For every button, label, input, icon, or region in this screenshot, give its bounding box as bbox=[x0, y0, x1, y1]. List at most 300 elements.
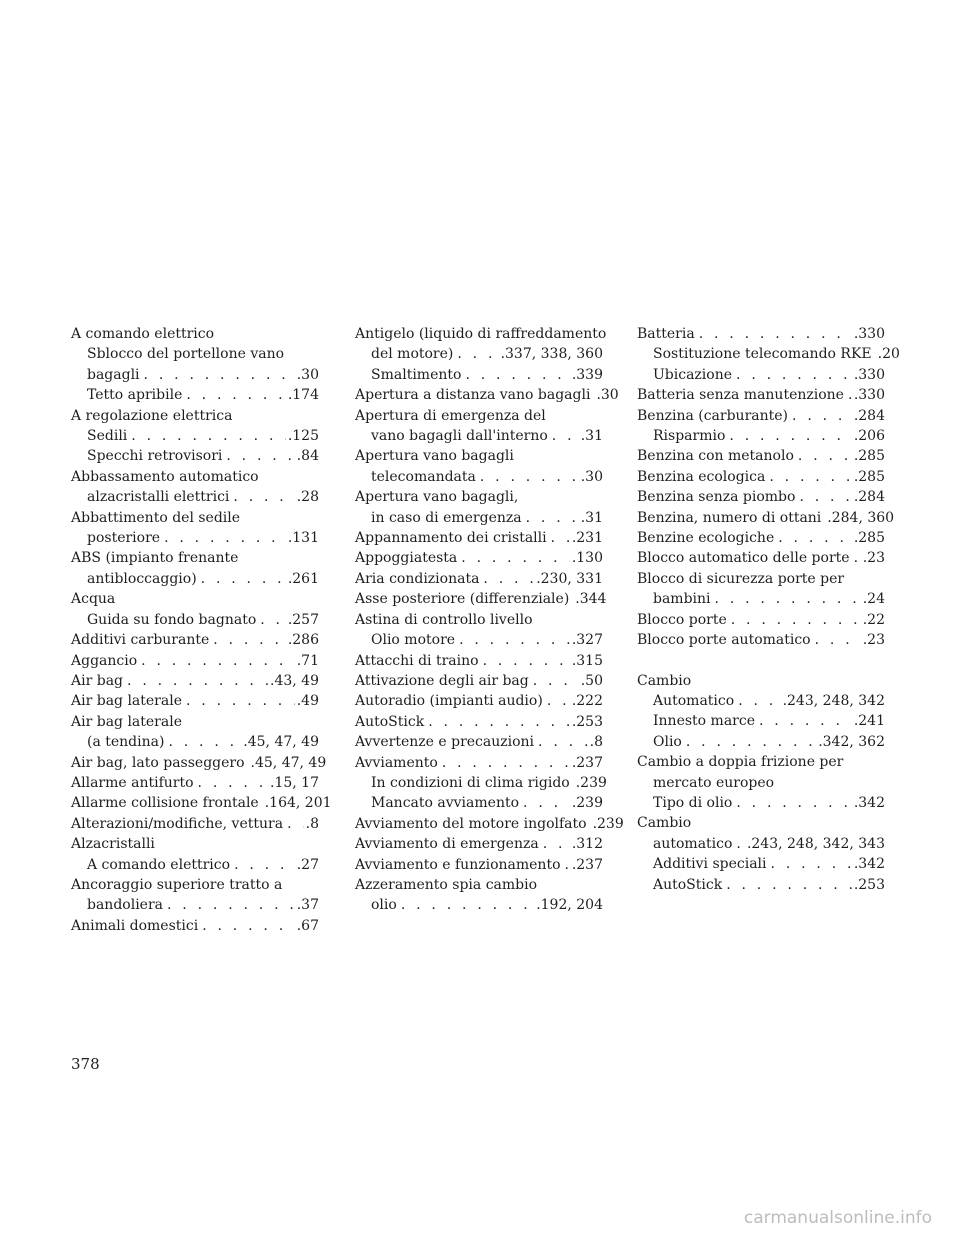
dot-leader bbox=[480, 467, 579, 487]
index-column-2 bbox=[355, 324, 624, 916]
index-entry-label: Benzina (carburante) bbox=[637, 407, 789, 424]
index-entry-label: Alterazioni/modifiche, vettura bbox=[71, 815, 284, 832]
dot-leader bbox=[213, 630, 286, 650]
index-entry bbox=[355, 385, 619, 405]
index-entry-pages: .239 bbox=[575, 774, 607, 791]
dot-leader bbox=[699, 324, 852, 344]
dot-leader bbox=[686, 732, 816, 752]
index-entry-label: AutoStick bbox=[653, 876, 723, 893]
index-entry-label: Acqua bbox=[71, 591, 116, 608]
index-entry-pages: .8 bbox=[305, 815, 319, 832]
dot-leader bbox=[202, 916, 295, 936]
page-number: 378 bbox=[71, 1055, 100, 1073]
dot-leader bbox=[815, 630, 861, 650]
index-entry-label: Azzeramento spia cambio bbox=[355, 876, 538, 893]
dot-leader bbox=[260, 610, 286, 630]
index-entry-pages: .131 bbox=[287, 530, 319, 547]
index-entry bbox=[355, 508, 603, 528]
index-entry-label: Astina di controllo livello bbox=[355, 611, 533, 628]
index-entry bbox=[355, 528, 603, 548]
index-entry bbox=[637, 548, 885, 568]
index-entry bbox=[637, 630, 885, 650]
index-entry-label: mercato europeo bbox=[653, 774, 775, 791]
index-entry-label: posteriore bbox=[87, 530, 161, 547]
index-entry bbox=[71, 834, 319, 854]
dot-leader bbox=[457, 344, 498, 364]
index-entry-pages: .330 bbox=[853, 366, 885, 383]
index-entry bbox=[355, 589, 607, 609]
index-section-gap bbox=[637, 651, 885, 671]
index-entry-label: Alzacristalli bbox=[71, 836, 155, 853]
dot-leader bbox=[792, 406, 852, 426]
index-entry-pages: .330 bbox=[853, 387, 885, 404]
index-entry bbox=[355, 773, 607, 793]
index-entry-pages: .315 bbox=[571, 652, 603, 669]
index-entry-label: Olio bbox=[653, 733, 682, 750]
index-entry-pages: .285 bbox=[853, 448, 885, 465]
index-entry-pages: .284 bbox=[853, 489, 885, 506]
index-entry-pages: .22 bbox=[862, 611, 885, 628]
dot-leader bbox=[715, 589, 861, 609]
index-entry bbox=[637, 406, 885, 426]
index-entry-pages: .342 bbox=[853, 856, 885, 873]
index-entry-pages: .286 bbox=[287, 632, 319, 649]
dot-leader bbox=[131, 426, 286, 446]
index-entry-pages: .67 bbox=[296, 917, 319, 934]
dot-leader bbox=[547, 691, 570, 711]
index-entry-pages: .45, 47, 49 bbox=[243, 734, 319, 751]
index-entry-pages: .327 bbox=[571, 632, 603, 649]
index-entry bbox=[71, 814, 319, 834]
index-entry bbox=[355, 324, 607, 344]
index-entry-label: Aggancio bbox=[71, 652, 138, 669]
index-entry-pages: .164, 201 bbox=[264, 795, 332, 812]
dot-leader bbox=[769, 467, 851, 487]
index-entry-label: automatico bbox=[653, 835, 733, 852]
index-entry-label: Benzine ecologiche bbox=[637, 530, 775, 547]
index-entry-pages: .237 bbox=[571, 754, 603, 771]
index-entry-label: Allarme antifurto bbox=[71, 774, 194, 791]
index-entry-label: Blocco di sicurezza porte per bbox=[637, 570, 845, 587]
index-entry-pages: .125 bbox=[287, 428, 319, 445]
index-entry-pages: .237 bbox=[571, 856, 603, 873]
index-entry-pages: .257 bbox=[287, 611, 319, 628]
dot-leader bbox=[798, 446, 852, 466]
index-entry-pages: .8 bbox=[589, 734, 603, 751]
index-entry bbox=[71, 712, 319, 732]
index-entry bbox=[355, 732, 603, 752]
index-entry bbox=[71, 446, 319, 466]
index-entry-label: Air bag bbox=[71, 672, 124, 689]
index-entry-pages: .222 bbox=[571, 693, 603, 710]
index-entry bbox=[637, 813, 885, 833]
index-entry bbox=[71, 406, 319, 426]
index-entry-label: Attivazione degli air bag bbox=[355, 672, 529, 689]
index-entry-pages: .30 bbox=[580, 468, 603, 485]
index-entry-pages: .231 bbox=[571, 530, 603, 547]
index-entry bbox=[355, 487, 603, 507]
index-entry-label: Automatico bbox=[653, 692, 735, 709]
index-entry-pages: .239 bbox=[592, 815, 624, 832]
index-entry-label: Smaltimento bbox=[371, 366, 462, 383]
index-entry bbox=[637, 385, 885, 405]
index-entry-pages: .337, 338, 360 bbox=[500, 346, 603, 363]
index-entry bbox=[355, 569, 603, 589]
index-entry-label: In condizioni di clima rigido bbox=[371, 774, 570, 791]
index-entry-label: Sostituzione telecomando RKE bbox=[653, 346, 872, 363]
index-entry bbox=[637, 773, 885, 793]
index-entry bbox=[637, 834, 885, 854]
index-entry-label: Benzina, numero di ottani bbox=[637, 509, 822, 526]
dot-leader bbox=[736, 834, 745, 854]
index-entry bbox=[637, 691, 885, 711]
index-entry bbox=[71, 651, 319, 671]
index-entry-label: Cambio bbox=[637, 815, 692, 832]
dot-leader bbox=[144, 365, 295, 385]
index-entry bbox=[355, 855, 603, 875]
index-entry-label: Ubicazione bbox=[653, 366, 733, 383]
index-entry bbox=[355, 548, 603, 568]
index-entry-pages: .312 bbox=[571, 836, 603, 853]
index-entry-label: telecomandata bbox=[371, 468, 476, 485]
dot-leader bbox=[442, 753, 570, 773]
index-entry-label: Cambio a doppia frizione per bbox=[637, 754, 844, 771]
index-entry-pages: .31 bbox=[580, 509, 603, 526]
index-entry bbox=[355, 365, 603, 385]
index-entry-label: Tetto apribile bbox=[87, 387, 183, 404]
index-entry bbox=[355, 651, 603, 671]
index-entry bbox=[637, 487, 885, 507]
index-entry-pages: .15, 17 bbox=[270, 774, 319, 791]
index-entry bbox=[355, 406, 603, 426]
index-entry-label: Tipo di olio bbox=[653, 794, 733, 811]
index-entry-label: Air bag laterale bbox=[71, 693, 182, 710]
dot-leader bbox=[465, 365, 569, 385]
index-entry-label: Avvertenze e precauzioni bbox=[355, 734, 535, 751]
index-entry-label: Batteria bbox=[637, 326, 695, 342]
dot-leader bbox=[127, 671, 268, 691]
index-entry-label: Additivi carburante bbox=[71, 632, 210, 649]
index-entry bbox=[71, 589, 319, 609]
index-entry bbox=[71, 528, 319, 548]
index-entry-label: Cambio bbox=[637, 672, 692, 689]
index-entry bbox=[355, 691, 603, 711]
dot-leader bbox=[543, 834, 570, 854]
index-entry-label: Blocco porte bbox=[637, 611, 727, 628]
index-entry-label: bandoliera bbox=[87, 897, 163, 914]
index-entry bbox=[637, 365, 885, 385]
index-entry bbox=[637, 711, 885, 731]
index-entry-label: Batteria senza manutenzione bbox=[637, 387, 844, 404]
dot-leader bbox=[523, 793, 570, 813]
index-entry bbox=[71, 875, 319, 895]
index-entry-pages: .20 bbox=[877, 346, 900, 363]
index-entry bbox=[71, 773, 319, 793]
index-entry-pages: .285 bbox=[853, 468, 885, 485]
index-entry-label: Risparmio bbox=[653, 428, 726, 445]
index-entry-label: alzacristalli elettrici bbox=[87, 489, 230, 506]
dot-leader bbox=[428, 712, 570, 732]
index-entry-label: Autoradio (impianti audio) bbox=[355, 693, 543, 710]
index-entry-label: Blocco porte automatico bbox=[637, 632, 811, 649]
index-entry bbox=[355, 446, 603, 466]
index-entry bbox=[637, 344, 900, 364]
index-entry-label: del motore) bbox=[371, 346, 454, 363]
index-entry-label: Animali domestici bbox=[71, 917, 199, 934]
index-entry-label: Ancoraggio superiore tratto a bbox=[71, 876, 283, 893]
dot-leader bbox=[854, 548, 861, 568]
dot-leader bbox=[201, 569, 286, 589]
index-entry bbox=[637, 467, 885, 487]
index-entry-pages: .241 bbox=[853, 713, 885, 730]
index-entry bbox=[71, 793, 332, 813]
index-entry-label: Specchi retrovisori bbox=[87, 448, 223, 465]
index-entry bbox=[71, 467, 319, 487]
index-entry-label: Apertura vano bagagli bbox=[355, 448, 514, 465]
dot-leader bbox=[759, 711, 852, 731]
dot-leader bbox=[526, 508, 579, 528]
index-entry-label: Benzina con metanolo bbox=[637, 448, 794, 465]
index-entry-label: (a tendina) bbox=[87, 734, 165, 751]
index-entry bbox=[637, 508, 895, 528]
index-entry bbox=[637, 671, 885, 691]
index-entry-pages: .261 bbox=[287, 570, 319, 587]
index-entry bbox=[71, 855, 319, 875]
index-entry-pages: .27 bbox=[296, 856, 319, 873]
index-entry bbox=[637, 589, 885, 609]
index-entry bbox=[71, 569, 319, 589]
index-entry-pages: .342, 362 bbox=[818, 733, 885, 750]
dot-leader bbox=[552, 426, 579, 446]
dot-leader bbox=[778, 528, 852, 548]
index-entry-pages: .239 bbox=[571, 795, 603, 812]
index-entry bbox=[71, 732, 319, 752]
index-entry bbox=[637, 446, 885, 466]
index-entry bbox=[71, 365, 319, 385]
index-entry-label: Apertura vano bagagli, bbox=[355, 489, 519, 506]
index-entry bbox=[71, 426, 319, 446]
index-entry bbox=[71, 753, 327, 773]
index-entry-label: Avviamento bbox=[355, 754, 438, 771]
index-entry-label: Avviamento del motore ingolfato bbox=[355, 815, 587, 832]
index-entry-label: Antigelo (liquido di raffreddamento bbox=[355, 326, 607, 342]
dot-leader bbox=[234, 855, 295, 875]
dot-leader bbox=[233, 487, 294, 507]
dot-leader bbox=[164, 528, 286, 548]
index-entry-label: Allarme collisione frontale bbox=[71, 795, 259, 812]
dot-leader bbox=[186, 385, 285, 405]
index-entry-label: antibloccaggio) bbox=[87, 570, 197, 587]
dot-leader bbox=[729, 426, 851, 446]
index-entry-label: ABS (impianto frenante bbox=[71, 550, 239, 567]
index-entry bbox=[637, 752, 885, 772]
index-entry bbox=[637, 569, 885, 589]
index-entry-pages: .339 bbox=[571, 366, 603, 383]
index-entry-pages: .285 bbox=[853, 530, 885, 547]
index-entry bbox=[355, 467, 603, 487]
index-entry bbox=[637, 610, 885, 630]
index-entry-label: olio bbox=[371, 897, 397, 914]
dot-leader bbox=[483, 569, 534, 589]
index-entry-label: Apertura a distanza vano bagagli bbox=[355, 387, 591, 404]
dot-leader bbox=[726, 875, 852, 895]
index-entry-pages: .284, 360 bbox=[827, 509, 895, 526]
dot-leader bbox=[731, 610, 861, 630]
index-entry bbox=[71, 671, 319, 691]
index-entry-pages: .84 bbox=[296, 448, 319, 465]
index-entry bbox=[355, 344, 603, 364]
index-entry-pages: .192, 204 bbox=[536, 897, 603, 914]
index-entry bbox=[71, 508, 319, 528]
index-column-1 bbox=[71, 324, 332, 936]
index-entry-label: AutoStick bbox=[355, 713, 425, 730]
index-entry-label: A regolazione elettrica bbox=[71, 407, 233, 424]
index-entry-label: Sblocco del portellone vano bbox=[87, 346, 285, 363]
index-entry bbox=[355, 753, 603, 773]
index-entry bbox=[637, 875, 885, 895]
dot-leader bbox=[198, 773, 268, 793]
index-entry-label: bambini bbox=[653, 591, 711, 608]
dot-leader bbox=[287, 814, 304, 834]
index-entry-pages: .71 bbox=[296, 652, 319, 669]
index-entry-label: Benzina senza piombo bbox=[637, 489, 796, 506]
index-entry-label: Air bag laterale bbox=[71, 713, 182, 730]
index-entry-label: Appannamento dei cristalli bbox=[355, 530, 547, 547]
index-entry-label: Air bag, lato passeggero bbox=[71, 754, 245, 771]
index-entry bbox=[637, 426, 885, 446]
index-entry-pages: .330 bbox=[853, 326, 885, 342]
index-entry bbox=[355, 630, 603, 650]
index-entry bbox=[355, 814, 624, 834]
index-entry-pages: .31 bbox=[580, 428, 603, 445]
dot-leader bbox=[167, 895, 295, 915]
index-entry bbox=[355, 671, 603, 691]
index-entry-label: Benzina ecologica bbox=[637, 468, 766, 485]
index-entry-label: Asse posteriore (differenziale) bbox=[355, 591, 570, 608]
index-entry-label: Appoggiatesta bbox=[355, 550, 458, 567]
index-entry bbox=[637, 732, 885, 752]
index-entry bbox=[355, 834, 603, 854]
dot-leader bbox=[459, 630, 570, 650]
index-entry bbox=[355, 610, 603, 630]
index-entry-label: Sedili bbox=[87, 428, 128, 445]
index-entry bbox=[71, 895, 319, 915]
index-entry-pages: .30 bbox=[596, 387, 619, 404]
index-entry-label: Aria condizionata bbox=[355, 570, 480, 587]
index-entry-pages: .206 bbox=[853, 428, 885, 445]
dot-leader bbox=[538, 732, 588, 752]
index-entry bbox=[355, 426, 603, 446]
dot-leader bbox=[168, 732, 241, 752]
index-entry bbox=[355, 712, 603, 732]
index-entry-pages: .24 bbox=[862, 591, 885, 608]
index-entry-pages: .28 bbox=[296, 489, 319, 506]
index-entry-label: Olio motore bbox=[371, 632, 456, 649]
index-column-3 bbox=[637, 324, 900, 895]
index-entry-pages: .230, 331 bbox=[536, 570, 603, 587]
index-entry-pages: .23 bbox=[862, 632, 885, 649]
index-entry bbox=[71, 610, 319, 630]
index-entry bbox=[71, 548, 319, 568]
index-entry-label: Attacchi di traino bbox=[355, 652, 479, 669]
watermark: carmanualsonline.info bbox=[743, 1208, 932, 1228]
index-entry bbox=[71, 916, 319, 936]
index-entry-pages: .130 bbox=[571, 550, 603, 567]
index-entry-label: Avviamento e funzionamento bbox=[355, 856, 561, 873]
index-entry bbox=[71, 324, 319, 344]
index-entry-label: vano bagagli dall'interno bbox=[371, 428, 548, 445]
index-entry bbox=[71, 385, 319, 405]
index-entry-label: Blocco automatico delle porte bbox=[637, 550, 850, 567]
dot-leader bbox=[736, 793, 851, 813]
dot-leader bbox=[736, 365, 852, 385]
dot-leader bbox=[226, 446, 294, 466]
index-entry-label: bagagli bbox=[87, 366, 140, 383]
index-entry-pages: .45, 47, 49 bbox=[250, 754, 327, 771]
index-entry-label: Abbassamento automatico bbox=[71, 468, 259, 485]
index-entry-pages: .344 bbox=[575, 591, 607, 608]
index-entry bbox=[637, 528, 885, 548]
dot-leader bbox=[799, 487, 851, 507]
index-entry-label: A comando elettrico bbox=[71, 326, 215, 342]
dot-leader bbox=[186, 691, 295, 711]
dot-leader bbox=[565, 855, 570, 875]
index-entry-pages: .49 bbox=[296, 693, 319, 710]
index-entry bbox=[637, 793, 885, 813]
index-entry-pages: .43, 49 bbox=[270, 672, 319, 689]
index-entry-label: Abbattimento del sedile bbox=[71, 509, 241, 526]
index-entry-label: Avviamento di emergenza bbox=[355, 836, 539, 853]
index-entry-label: Additivi speciali bbox=[653, 856, 767, 873]
index-entry-label: A comando elettrico bbox=[87, 856, 231, 873]
index-entry bbox=[71, 630, 319, 650]
dot-leader bbox=[141, 651, 295, 671]
dot-leader bbox=[771, 854, 852, 874]
index-entry bbox=[637, 854, 885, 874]
dot-leader bbox=[483, 651, 570, 671]
index-entry-pages: .243, 248, 342 bbox=[782, 692, 885, 709]
index-entry-pages: .284 bbox=[853, 407, 885, 424]
index-entry-pages: .50 bbox=[580, 672, 603, 689]
index-entry-label: Apertura di emergenza del bbox=[355, 407, 546, 424]
dot-leader bbox=[551, 528, 570, 548]
index-entry-label: Mancato avviamento bbox=[371, 795, 520, 812]
index-entry bbox=[355, 793, 603, 813]
dot-leader bbox=[401, 895, 534, 915]
dot-leader bbox=[738, 691, 780, 711]
dot-leader bbox=[533, 671, 579, 691]
index-entry bbox=[71, 344, 319, 364]
index-entry bbox=[71, 691, 319, 711]
index-entry-pages: .253 bbox=[853, 876, 885, 893]
index-entry-label: in caso di emergenza bbox=[371, 509, 522, 526]
index-entry-pages: .30 bbox=[296, 366, 319, 383]
index-entry bbox=[355, 895, 603, 915]
dot-leader bbox=[848, 385, 852, 405]
index-entry-pages: .174 bbox=[287, 387, 319, 404]
index-entry bbox=[71, 487, 319, 507]
index-entry-label: Guida su fondo bagnato bbox=[87, 611, 257, 628]
index-entry-pages: .37 bbox=[296, 897, 319, 914]
index-entry-label: Innesto marce bbox=[653, 713, 755, 730]
index-entry bbox=[637, 324, 885, 344]
dot-leader bbox=[461, 548, 570, 568]
index-entry-pages: .23 bbox=[862, 550, 885, 567]
index-entry-pages: .342 bbox=[853, 794, 885, 811]
index-entry-pages: .243, 248, 342, 343 bbox=[746, 835, 885, 852]
index-entry bbox=[355, 875, 603, 895]
index-entry-pages: .253 bbox=[571, 713, 603, 730]
